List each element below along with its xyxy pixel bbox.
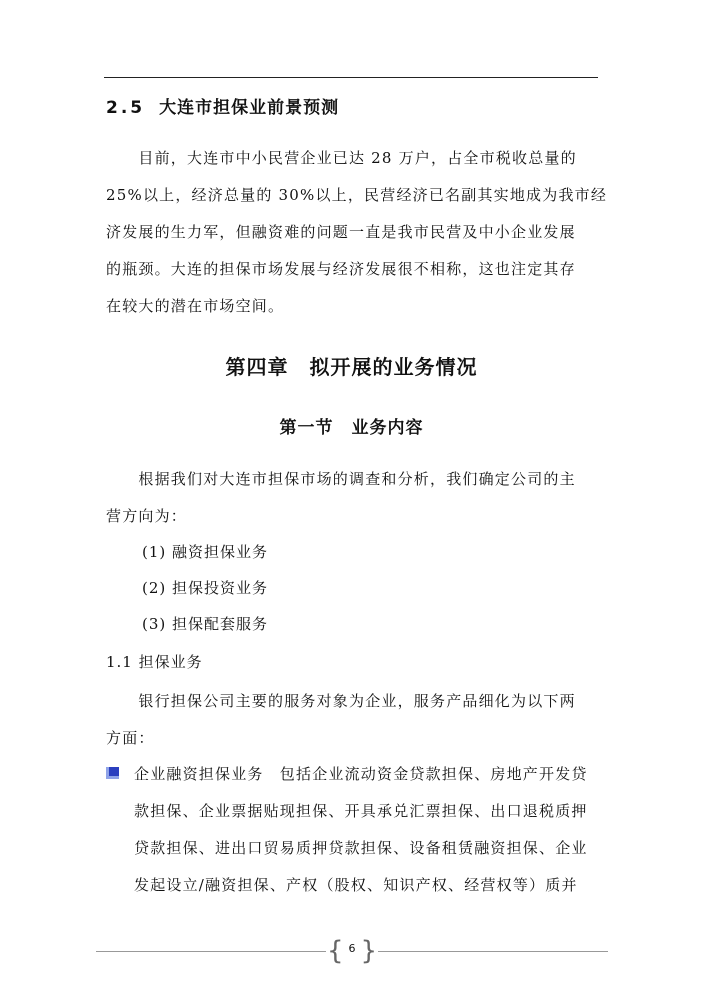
- paragraph-line: 济发展的生力军，但融资难的问题一直是我市民营及中小企业发展: [106, 223, 576, 241]
- paragraph-line: 根据我们对大连市担保市场的调查和分析，我们确定公司的主: [106, 470, 576, 488]
- paragraph-line: 25%以上，经济总量的 30%以上，民营经济已名副其实地成为我市经: [106, 186, 608, 204]
- footer-rule-left: [96, 951, 326, 952]
- page-number: [327, 936, 377, 966]
- paragraph-line: 目前，大连市中小民营企业已达 28 万户，占全市税收总量的: [106, 149, 577, 167]
- paragraph-service-objects: [106, 683, 600, 757]
- section-title-business-content: 第一节 业务内容: [279, 418, 424, 438]
- bullet-line: 企业融资担保业务 包括企业流动资金贷款担保、房地产开发贷: [134, 765, 588, 783]
- list-item: (2) 担保投资业务: [142, 579, 269, 597]
- section-title: 大连市担保业前景预测: [159, 98, 340, 118]
- paragraph-line: 营方向为：: [106, 507, 188, 525]
- bullet-line: 发起设立/融资担保、产权（股权、知识产权、经营权等）质并: [134, 876, 578, 894]
- section-number: 2.5: [106, 98, 146, 118]
- paragraph-line: 在较大的潜在市场空间。: [106, 297, 285, 315]
- square-bullet-icon: [106, 767, 119, 779]
- header-rule: [104, 77, 598, 78]
- chapter-title: 第四章 拟开展的业务情况: [225, 355, 478, 379]
- paragraph-line: 的瓶颈。大连的担保市场发展与经济发展很不相称，这也注定其存: [106, 260, 576, 278]
- paragraph-line: 方面：: [106, 729, 155, 747]
- paragraph-line: 银行担保公司主要的服务对象为企业，服务产品细化为以下两: [106, 692, 576, 710]
- bullet-line: 贷款担保、进出口贸易质押贷款担保、设备租赁融资担保、企业: [134, 839, 588, 857]
- paragraph-main-direction: [106, 461, 600, 535]
- right-bracket-icon: }: [360, 936, 377, 966]
- list-item: (3) 担保配套服务: [142, 615, 269, 633]
- left-bracket-icon: {: [327, 936, 344, 966]
- footer-rule-right: [378, 951, 608, 952]
- bullet-line: 款担保、企业票据贴现担保、开具承兑汇票担保、出口退税质押: [134, 802, 588, 820]
- section-heading-2-5: [106, 93, 339, 118]
- subsection-heading-1-1: 1.1 担保业务: [106, 653, 203, 671]
- list-item: (1) 融资担保业务: [142, 543, 269, 561]
- paragraph-market-outlook: [106, 140, 608, 325]
- bullet-text: [134, 756, 604, 904]
- page-number-text: 6: [348, 942, 356, 955]
